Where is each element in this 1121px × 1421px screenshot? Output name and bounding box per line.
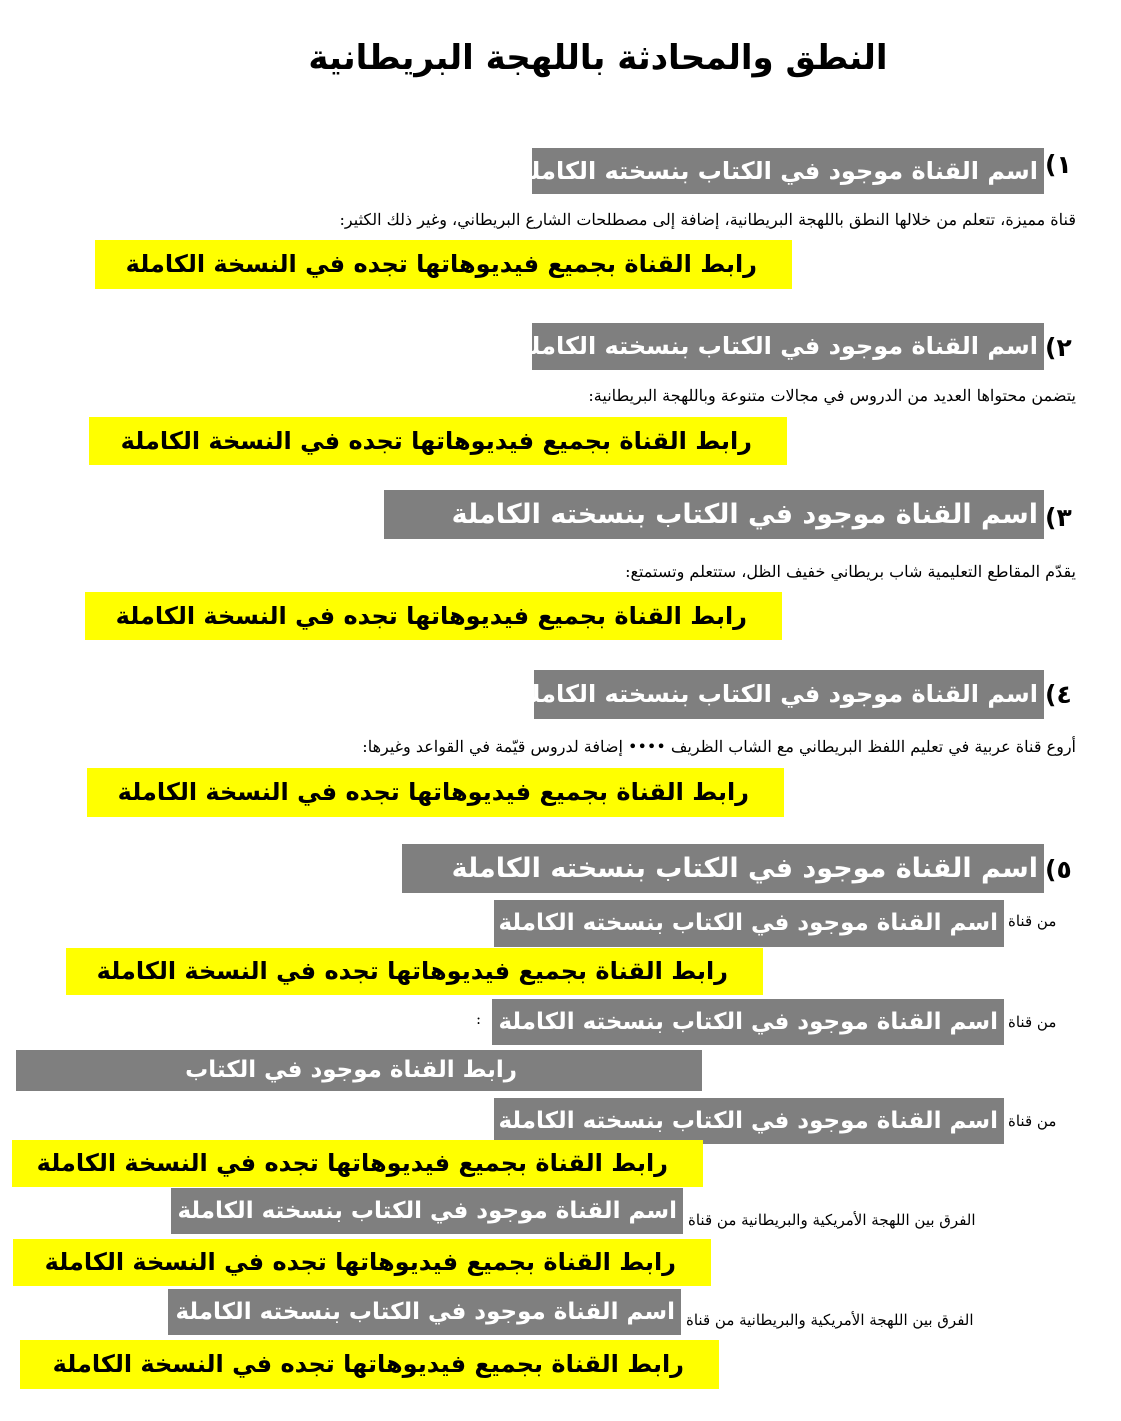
page-title: النطق والمحادثة باللهجة البريطانية [308,38,888,78]
item-description: يقدّم المقاطع التعليمية شاب بريطاني خفيف الظل، ستتعلم وتستمتع: [625,562,1076,581]
item-description: يتضمن محتواها العديد من الدروس في مجالات متنوعة وباللهجة البريطانية: [588,386,1076,405]
channel-link-placeholder[interactable]: رابط القناة بجميع فيديوهاتها تجده في النسخة الكاملة [87,768,784,817]
item-description: قناة مميزة، تتعلم من خلالها النطق باللهجة البريطانية، إضافة إلى مصطلحات الشارع البريطاني، وغير ذلك الكثير: [339,210,1076,229]
channel-link-placeholder[interactable]: رابط القناة بجميع فيديوهاتها تجده في النسخة الكاملة [66,948,763,995]
channel-name-placeholder: اسم القناة موجود في الكتاب بنسخته الكاملة [494,900,1004,947]
item-number: ٥) [1045,855,1072,884]
item-number: ٤) [1045,680,1072,709]
channel-name-placeholder: اسم القناة موجود في الكتاب بنسخته الكاملة [494,1098,1004,1144]
channel-name-placeholder: اسم القناة موجود في الكتاب بنسخته الكاملة [534,670,1044,719]
channel-name-placeholder: اسم القناة موجود في الكتاب بنسخته الكاملة [532,148,1044,194]
channel-name-placeholder: اسم القناة موجود في الكتاب بنسخته الكاملة [402,844,1044,893]
channel-name-placeholder: اسم القناة موجود في الكتاب بنسخته الكاملة [171,1188,683,1234]
channel-link-placeholder[interactable]: رابط القناة بجميع فيديوهاتها تجده في النسخة الكاملة [85,592,782,640]
channel-link-placeholder[interactable]: رابط القناة بجميع فيديوهاتها تجده في النسخة الكاملة [95,240,792,289]
channel-name-placeholder: اسم القناة موجود في الكتاب بنسخته الكاملة [492,999,1004,1045]
channel-name-placeholder: اسم القناة موجود في الكتاب بنسخته الكاملة [168,1289,681,1335]
channel-name-placeholder: اسم القناة موجود في الكتاب بنسخته الكاملة [532,323,1044,370]
colon-mark: : [476,1010,482,1028]
from-channel-label: من قناة [1008,1112,1057,1130]
channel-link-placeholder[interactable]: رابط القناة موجود في الكتاب [16,1050,702,1091]
channel-link-placeholder[interactable]: رابط القناة بجميع فيديوهاتها تجده في النسخة الكاملة [89,417,787,465]
diff-label: الفرق بين اللهجة الأمريكية والبريطانية من قناة [688,1211,976,1229]
item-number: ٣) [1045,503,1072,532]
from-channel-label: من قناة [1008,912,1057,930]
item-number: ٢) [1045,333,1072,362]
item-description: أروع قناة عربية في تعليم اللفظ البريطاني مع الشاب الظريف •••• إضافة لدروس قيّمة في القواعد وغيرها: [362,737,1076,756]
channel-link-placeholder[interactable]: رابط القناة بجميع فيديوهاتها تجده في النسخة الكاملة [13,1239,711,1286]
channel-name-placeholder: اسم القناة موجود في الكتاب بنسخته الكاملة [384,490,1044,539]
diff-label: الفرق بين اللهجة الأمريكية والبريطانية من قناة [686,1311,974,1329]
channel-link-placeholder[interactable]: رابط القناة بجميع فيديوهاتها تجده في النسخة الكاملة [12,1140,703,1187]
from-channel-label: من قناة [1008,1013,1057,1031]
item-number: ١) [1045,150,1072,179]
channel-link-placeholder[interactable]: رابط القناة بجميع فيديوهاتها تجده في النسخة الكاملة [20,1340,719,1389]
